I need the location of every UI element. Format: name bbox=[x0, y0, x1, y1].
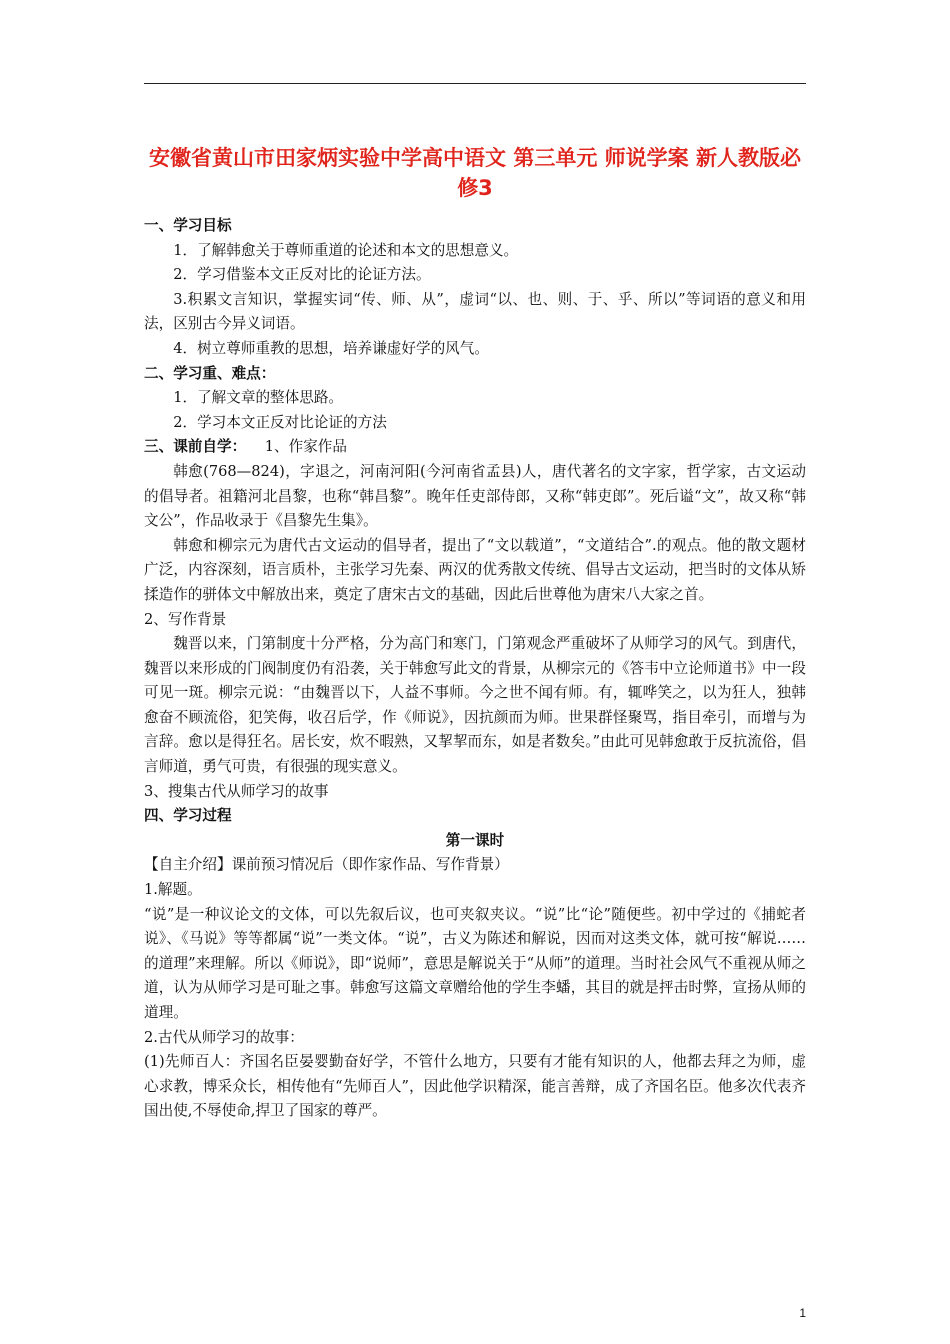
section-heading-process: 四、学习过程 bbox=[144, 807, 232, 825]
key-point-item: 1．了解文章的整体思路。 bbox=[173, 389, 344, 407]
key-point-item: 2．学习本文正反对比论证的方法 bbox=[173, 413, 387, 431]
goal-item: 2．学习借鉴本文正反对比的论证方法。 bbox=[173, 266, 431, 284]
subheading-background: 2、写作背景 bbox=[144, 610, 227, 628]
subheading-author: 1、作家作品 bbox=[264, 438, 347, 456]
lesson-heading: 第一课时 bbox=[445, 831, 505, 849]
subheading-stories: 3、搜集古代从师学习的故事 bbox=[144, 782, 329, 800]
paragraph-title-explanation: “说”是一种议论文的文体，可以先叙后议，也可夹叙夹议。“说”比“论”随便些。初中学过的《捕蛇者说》、《马说》等等都属“说”一类文体。“说”，古义为陈述和解说，因而对这类文体，就可按“解说……的道理”来理解。所以《师说》，即“说师”，意思是解说关于“从师”的道理。当时社会风气不重视从师之道，认为从师学习是可耻之事。韩愈写这篇文章赠给他的学生李蟠，其目的就是抨击时弊，宣扬从师的道理。 bbox=[144, 905, 806, 1021]
paragraph-background: 魏晋以来，门第制度十分严格，分为高门和寒门，门第观念严重破坏了从师学习的风气。到唐代，魏晋以来形成的门阀制度仍有沿袭，关于韩愈写此文的背景，从柳宗元的《答韦中立论师道书》中一段可见一斑。柳宗元说：“由魏晋以下，人益不事师。今之世不闻有师。有，辄哗笑之，以为狂人，独韩愈奋不顾流俗，犯笑侮，收召后学，作《师说》，因抗颜而为师。世果群怪聚骂，指目牵引，而增与为言辞。愈以是得狂名。居长安，炊不暇熟，又挈挈而东，如是者数矣。”由此可见韩愈敢于反抗流俗，倡言师道，勇气可贵，有很强的现实意义。 bbox=[144, 635, 806, 776]
section-heading-goals: 一、学习目标 bbox=[144, 217, 232, 234]
section-heading-key-points: 二、学习重、难点： bbox=[144, 364, 276, 382]
section-heading-preview: 三、课前自学： bbox=[144, 438, 247, 456]
header-rule bbox=[144, 83, 806, 84]
goal-item: 1．了解韩愈关于尊师重道的论述和本文的思想意义。 bbox=[173, 241, 519, 259]
paragraph-author-1: 韩愈(768—824)，字退之，河南河阳(今河南省孟县)人，唐代著名的文字家，哲学家，古文运动的倡导者。祖籍河北昌黎，也称“韩昌黎”。晚年任吏部侍郎，又称“韩吏郎”。死后谥“文”，故又称“韩文公”，作品收录于《昌黎先生集》。 bbox=[144, 462, 806, 530]
goal-item: 4．树立尊师重教的思想，培养谦虚好学的风气。 bbox=[173, 339, 489, 357]
section-line-preview bbox=[144, 435, 806, 460]
page-number: 1 bbox=[799, 1306, 806, 1320]
goal-item: 3.积累文言知识，掌握实词“传、师、从”，虚词“以、也、则、于、乎、所以”等词语的意义和用法，区别古今异义词语。 bbox=[144, 290, 806, 333]
paragraph-story-1: (1)先师百人：齐国名臣晏婴勤奋好学，不管什么地方，只要有才能有知识的人，他都去拜之为师，虚心求教，博采众长，相传他有“先师百人”，因此他学识精深，能言善辩，成了齐国名臣。他多次代表齐国出使,不辱使命,捍卫了国家的尊严。 bbox=[144, 1053, 806, 1120]
topic-heading-1: 1.解题。 bbox=[144, 881, 202, 899]
topic-heading-2: 2.古代从师学习的故事： bbox=[144, 1028, 304, 1046]
intro-line: 【自主介绍】课前预习情况后（即作家作品、写作背景） bbox=[144, 856, 509, 874]
document-title: 安徽省黄山市田家炳实验中学高中语文 第三单元 师说学案 新人教版必修3 bbox=[149, 146, 801, 200]
paragraph-author-2: 韩愈和柳宗元为唐代古文运动的倡导者，提出了“文以载道”，“文道结合”.的观点。他的散文题材广泛，内容深刻，语言质朴，主张学习先秦、两汉的优秀散文传统、倡导古文运动，把当时的文体从矫揉造作的骈体文中解放出来，奠定了唐宋古文的基础，因此后世尊他为唐宋八大家之首。 bbox=[144, 536, 806, 603]
document-body bbox=[144, 214, 806, 1124]
